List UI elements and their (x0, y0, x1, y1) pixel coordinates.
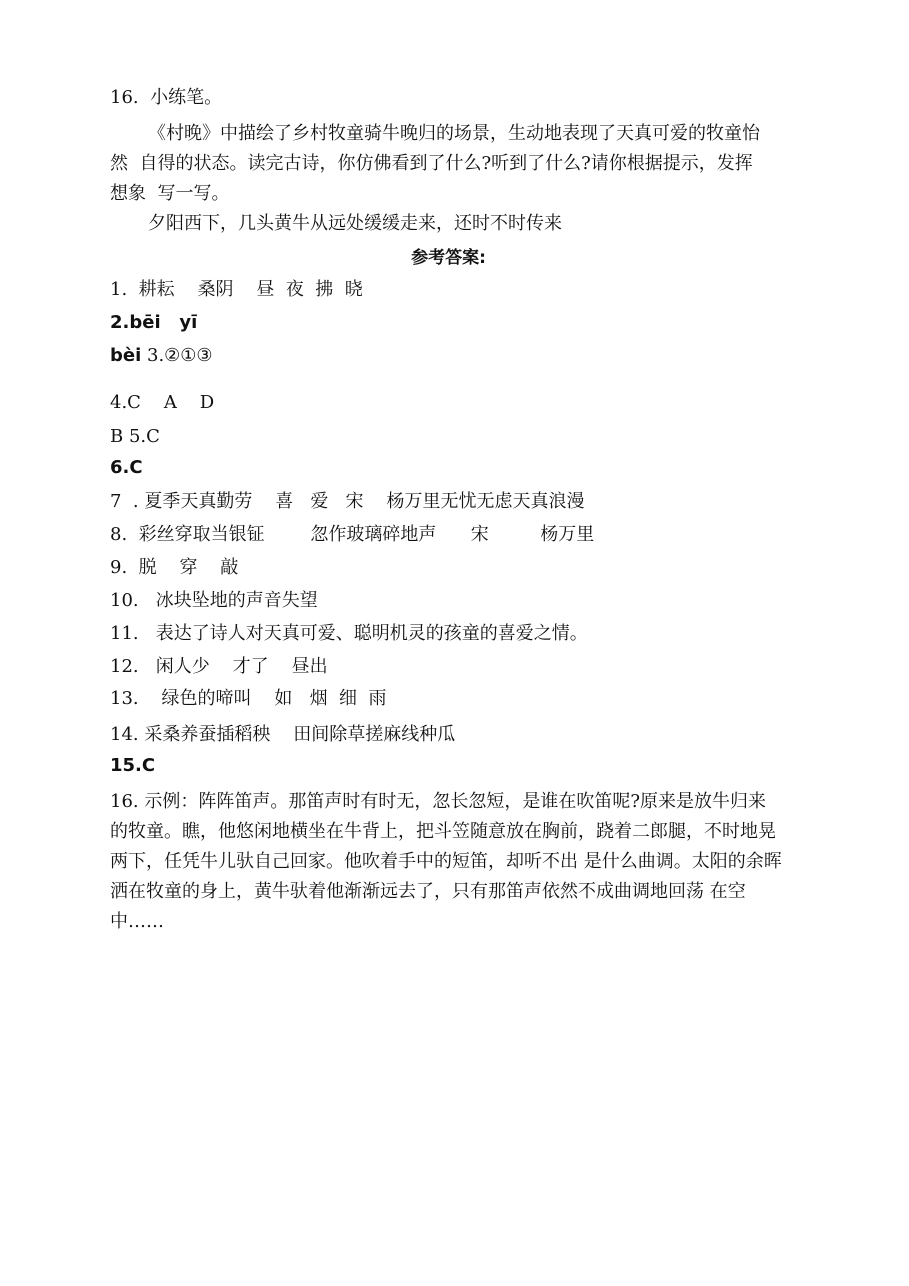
answer-2-pinyin: bèi (110, 345, 142, 366)
answer-16-line-5: 中…… (110, 911, 164, 932)
answer-6: 6.C (110, 457, 143, 478)
question-16-prompt-line-1: 《村晚》中描绘了乡村牧童骑牛晚归的场景，生动地表现了天真可爱的牧童怡 (148, 123, 760, 144)
answer-4-line-2: B 5.C (110, 426, 160, 447)
question-16-starter: 夕阳西下，几头黄牛从远处缓缓走来，还时不时传来 (148, 213, 562, 234)
answer-1: 1. 耕耘 桑阴 昼 夜 拂 晓 (110, 279, 363, 300)
answer-9: 9. 脱 穿 敲 (110, 557, 239, 578)
answer-13: 13. 绿色的啼叫 如 烟 细 雨 (110, 688, 387, 709)
answer-3: 3.②①③ (141, 345, 213, 366)
answer-16-line-1: 16. 示例：阵阵笛声。那笛声时有时无，忽长忽短，是谁在吹笛呢?原来是放牛归来 (110, 791, 766, 812)
answer-4-line-1: 4.C A D (110, 392, 215, 413)
answer-10: 10. 冰块坠地的声音失望 (110, 590, 318, 611)
answer-12: 12. 闲人少 才了 昼出 (110, 656, 328, 677)
answer-15: 15.C (110, 755, 156, 776)
answer-16-line-4: 洒在牧童的身上，黄牛驮着他渐渐远去了，只有那笛声依然不成曲调地回荡 在空 (110, 881, 746, 902)
question-16-prompt-line-3: 想象 写一写。 (110, 183, 230, 204)
answer-7: 7 . 夏季天真勤劳 喜 爱 宋 杨万里无忧无虑天真浪漫 (110, 491, 585, 512)
question-16-prompt-line-2: 然 自得的状态。读完古诗，你仿佛看到了什么?听到了什么?请你根据提示，发挥 (110, 153, 753, 174)
answer-2-line-2 (110, 344, 213, 368)
question-16-title: 16. 小练笔。 (110, 87, 223, 108)
answer-11: 11. 表达了诗人对天真可爱、聪明机灵的孩童的喜爱之情。 (110, 623, 588, 644)
answer-14: 14. 采桑养蚕插稻秧 田间除草搓麻线种瓜 (110, 724, 456, 745)
answer-8: 8. 彩丝穿取当银钲 忽作玻璃碎地声 宋 杨万里 (110, 524, 595, 545)
answers-heading: 参考答案: (411, 248, 486, 268)
answer-16-line-3: 两下，任凭牛儿驮自己回家。他吹着手中的短笛，却听不出 是什么曲调。太阳的余晖 (110, 851, 782, 872)
answer-2-line-1: 2.bēi yī (110, 312, 198, 333)
answer-16-line-2: 的牧童。瞧，他悠闲地横坐在牛背上，把斗笠随意放在胸前，跷着二郎腿，不时地晃 (110, 821, 776, 842)
